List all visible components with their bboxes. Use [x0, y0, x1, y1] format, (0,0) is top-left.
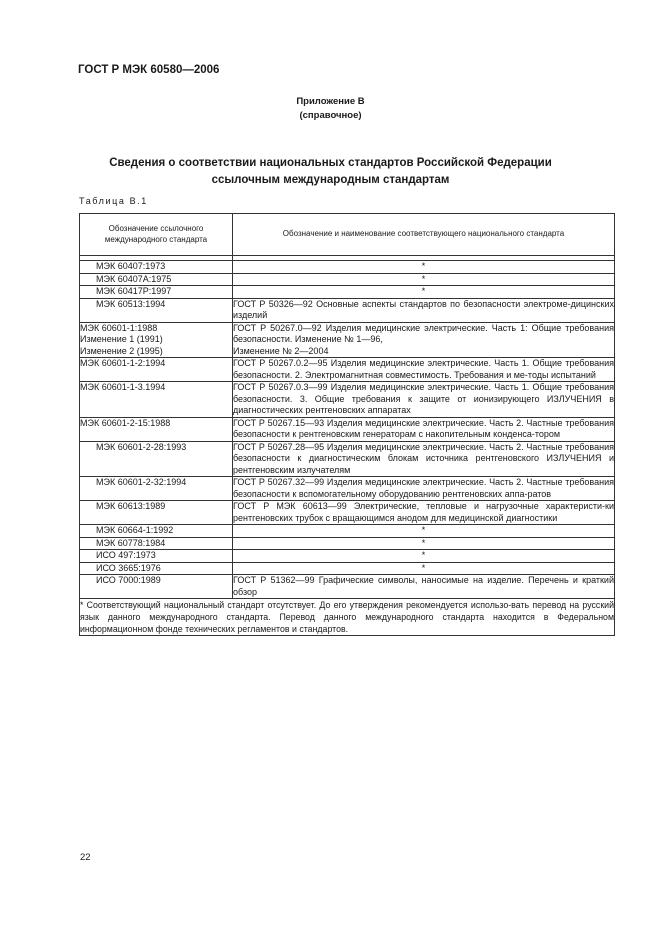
table-row: [80, 273, 615, 286]
national-standard-cell: ГОСТ Р 51362—99 Графические символы, наносимые на изделие. Перечень и краткий обзор: [233, 575, 614, 597]
reference-standard-cell: МЭК 60601-2-32:1994: [80, 477, 233, 501]
national-standard-cell: ГОСТ Р 50267.0—92 Изделия медицинские электрические. Часть 1: Общие требования безопасности. Изменение № 1—96, Изменение № 2—2004: [233, 322, 614, 356]
table-label: Таблица В.1: [79, 196, 148, 206]
page-number: 22: [80, 852, 91, 863]
table-header-row: [80, 214, 615, 256]
table-row: [80, 417, 615, 441]
reference-standard-cell: МЭК 60664-1:1992: [80, 525, 233, 538]
national-standard-cell: ГОСТ Р МЭК 60613—99 Электрические, тепловые и нагрузочные характеристи-ки рентгеновских трубок с вращающимся анодом для медицинской диагностики: [233, 501, 614, 523]
annex-main-title: [0, 155, 661, 189]
national-standard-cell: *: [233, 286, 615, 299]
reference-standard-cell: МЭК 60601-1-3.1994: [80, 382, 233, 418]
column-header-national: Обозначение и наименование соответствующего национального стандарта: [233, 214, 615, 256]
annex-title: Приложение В: [296, 96, 365, 107]
national-standard-cell: ГОСТ Р 50267.0.2—95 Изделия медицинские электрические. Часть 1. Общие требования безопасности. 2. Электромагнитная совместимость. Требования и ме-тоды испытаний: [233, 358, 614, 380]
reference-standard-cell: ИСО 497:1973: [80, 550, 233, 563]
table-row: [80, 575, 615, 599]
national-standard-cell: ГОСТ Р 50267.15—93 Изделия медицинские электрические. Часть 2. Частные требования безопасности к рентгеновским генераторам с накопительным конденса-тором: [233, 417, 614, 439]
table-row: [80, 322, 615, 358]
document-designation: ГОСТ Р МЭК 60580—2006: [78, 64, 220, 76]
national-standard-cell: *: [233, 525, 615, 538]
reference-standard-cell: МЭК 60601-2-28:1993: [80, 441, 233, 477]
table-row: [80, 441, 615, 477]
national-standard-cell: *: [233, 261, 615, 274]
reference-standard-cell: ИСО 7000:1989: [80, 575, 233, 599]
reference-standard-cell: МЭК 60417P:1997: [80, 286, 233, 299]
table-body: [80, 256, 615, 636]
reference-standard-cell: ИСО 3665:1976: [80, 562, 233, 575]
table-row: [80, 550, 615, 563]
national-standard-cell: *: [233, 550, 615, 563]
national-standard-cell: ГОСТ Р 50267.0.3—99 Изделия медицинские электрические. Часть 1. Общие требования безопасности. 3. Общие требования к защите от ионизирующего ИЗЛУЧЕНИЯ в диагностических рентгеновских аппаратах: [233, 382, 614, 415]
table-row: [80, 525, 615, 538]
table-row: [80, 501, 615, 525]
annex-heading: [0, 95, 661, 123]
national-standard-cell: *: [233, 562, 615, 575]
national-standard-cell: ГОСТ Р 50267.32—99 Изделия медицинские электрические. Часть 2. Частные требования безопасности к вспомогательному оборудованию рентгеновских аппа-ратов: [233, 477, 614, 499]
national-standard-cell: ГОСТ Р 50267.28—95 Изделия медицинские электрические. Часть 2. Частные требования безопасности к диагностическим блокам источника рентгеновского ИЗЛУЧЕНИЯ и рентгеновским излучателям: [233, 441, 614, 475]
reference-standard-cell: МЭК 60601-1:1988 Изменение 1 (1991) Изменение 2 (1995): [80, 322, 233, 358]
reference-standard-cell: МЭК 60778:1984: [80, 537, 233, 550]
annex-status: (справочное): [299, 110, 362, 121]
table-row: [80, 382, 615, 418]
reference-standard-cell: МЭК 60613:1989: [80, 501, 233, 525]
correspondence-table: [79, 213, 615, 636]
title-line-1: Сведения о соответствии национальных стандартов Российской Федерации: [109, 157, 552, 169]
table-row: [80, 562, 615, 575]
footnote-row: [80, 599, 615, 636]
national-standard-cell: ГОСТ Р 50326—92 Основные аспекты стандартов по безопасности электроме-дицинских изделий: [233, 298, 614, 320]
table-row: [80, 261, 615, 274]
national-standard-cell: *: [233, 273, 615, 286]
reference-standard-cell: МЭК 60601-2-15:1988: [80, 417, 233, 441]
table-row: [80, 477, 615, 501]
table-row: [80, 537, 615, 550]
reference-standard-cell: МЭК 60407A:1975: [80, 273, 233, 286]
column-header-reference: Обозначение ссылочного международного стандарта: [80, 214, 233, 256]
table-row: [80, 298, 615, 322]
reference-standard-cell: МЭК 60513:1994: [80, 298, 233, 322]
title-line-2: ссылочным международным стандартам: [211, 174, 450, 186]
table-row: [80, 358, 615, 382]
national-standard-cell: *: [233, 537, 615, 550]
table-row: [80, 286, 615, 299]
reference-standard-cell: МЭК 60407:1973: [80, 261, 233, 274]
table-footnote: * Соответствующий национальный стандарт отсутствует. До его утверждения рекомендуется использо-вать перевод на русский язык данного международного стандарта. Перевод данного международного стандарта находится в Федеральном информационном фонде технических регламентов и стандартов.: [80, 600, 614, 634]
reference-standard-cell: МЭК 60601-1-2:1994: [80, 358, 233, 382]
